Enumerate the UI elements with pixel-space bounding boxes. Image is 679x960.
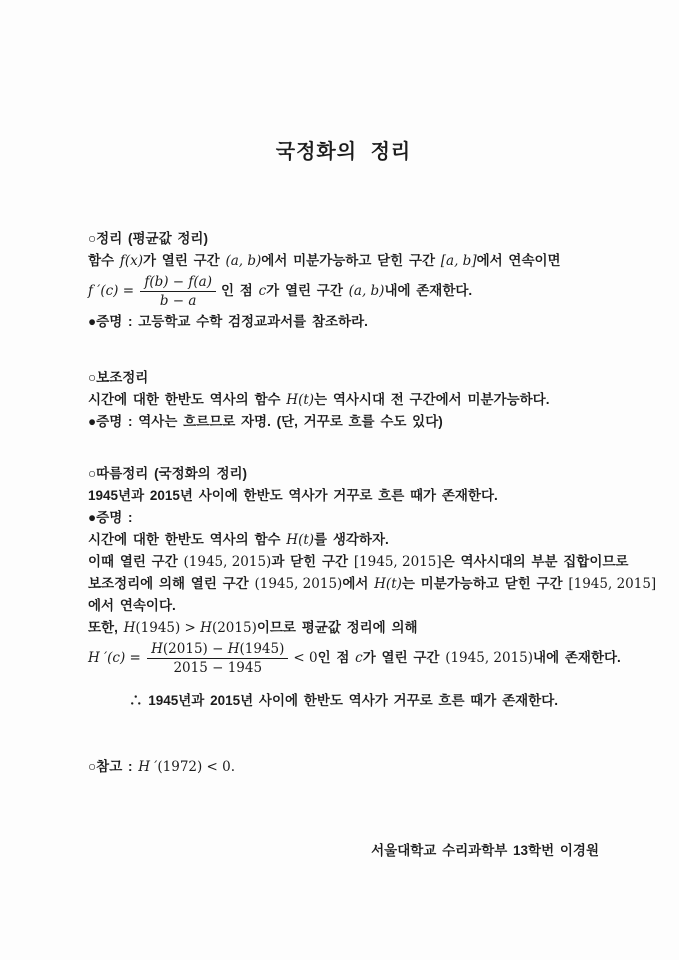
math-open-interval-years: (1945, 2015) bbox=[445, 650, 534, 667]
math-closed-interval-years: [1945, 2015] bbox=[353, 554, 442, 570]
math-1945: (1945) bbox=[239, 641, 285, 657]
lemma-heading: ○보조정리 bbox=[88, 370, 149, 385]
mvt-eq-text-1: 인 점 bbox=[221, 283, 259, 299]
math-H: H bbox=[227, 641, 240, 657]
fraction bbox=[147, 641, 288, 676]
math-H: H bbox=[200, 620, 212, 636]
math-H: H bbox=[123, 620, 136, 636]
corollary-para-5 bbox=[88, 617, 599, 639]
math-H-of-t: H(t) bbox=[286, 532, 315, 548]
math-c: c bbox=[258, 283, 267, 300]
cor-p1-text-1: 시간에 대한 한반도 역사의 함수 bbox=[88, 532, 287, 547]
corollary-para-2 bbox=[88, 551, 629, 573]
math-open-interval-ab: (a, b) bbox=[348, 283, 385, 300]
cor-p1-text-2: 를 생각하자. bbox=[314, 532, 389, 547]
fraction-numerator: f(b) − f(a) bbox=[140, 274, 216, 292]
mvt-hyp-text-4: 에서 연속이면 bbox=[476, 253, 561, 268]
cor-p2-text-1: 이때 열린 구간 bbox=[88, 554, 184, 569]
lemma-proof: ●증명 : 역사는 흐르므로 자명. (단, 거꾸로 흐를 수도 있다) bbox=[88, 414, 443, 429]
lemma-statement bbox=[88, 389, 599, 411]
mvt-hyp-text-2: 가 열린 구간 bbox=[143, 253, 226, 268]
lemma-text-1: 시간에 대한 한반도 역사의 함수 bbox=[88, 392, 287, 407]
corollary-conclusion: ∴ 1945년과 2015년 사이에 한반도 역사가 거꾸로 흐른 때가 존재한다. bbox=[128, 693, 558, 708]
corollary-proof-label: ●증명 : bbox=[88, 510, 133, 525]
page-title: 국정화의 정리 bbox=[275, 141, 412, 163]
cor-p5-text-2: 이므로 평균값 정리에 의해 bbox=[256, 620, 418, 635]
math-open-interval-years: (1945, 2015) bbox=[183, 554, 272, 570]
document-content bbox=[0, 140, 679, 862]
section-mean-value-theorem bbox=[88, 228, 599, 333]
cor-p5-text-1: 또한, bbox=[88, 620, 124, 635]
math-open-interval-years: (1945, 2015) bbox=[254, 576, 343, 592]
corollary-statement: 1945년과 2015년 사이에 한반도 역사가 거꾸로 흐른 때가 존재한다. bbox=[88, 488, 498, 503]
fraction bbox=[140, 274, 216, 309]
math-less-than-zero: < 0 bbox=[293, 650, 318, 667]
corollary-para-1 bbox=[88, 529, 599, 551]
lemma-text-2: 는 역사시대 전 구간에서 미분가능하다. bbox=[314, 392, 550, 407]
mvt-hypothesis bbox=[88, 250, 599, 272]
mvt-heading: ○정리 (평균값 정리) bbox=[88, 231, 208, 246]
math-closed-interval-ab: [a, b] bbox=[440, 253, 477, 269]
author-signature: 서울대학교 수리과학부 13학번 이경원 bbox=[371, 843, 599, 858]
cor-eq-text-2: 가 열린 구간 bbox=[362, 650, 446, 666]
mvt-proof: ●증명 : 고등학교 수학 검정교과서를 참조하라. bbox=[88, 314, 368, 329]
math-f-prime-lhs: f ′(c) = bbox=[88, 283, 139, 300]
section-corollary bbox=[88, 463, 657, 712]
cor-p3-text-2: 에서 bbox=[342, 576, 375, 591]
math-c: c bbox=[355, 650, 363, 667]
cor-eq-text-1: 인 점 bbox=[317, 650, 356, 666]
math-H-of-t: H(t) bbox=[286, 392, 315, 408]
corollary-para-4: 에서 연속이다. bbox=[88, 598, 176, 613]
reference-note bbox=[88, 756, 599, 778]
math-2015: (2015) bbox=[211, 620, 257, 636]
corollary-heading: ○따름정리 (국정화의 정리) bbox=[88, 466, 248, 481]
math-f-of-x: f(x) bbox=[119, 253, 143, 269]
fraction-denominator: b − a bbox=[159, 293, 197, 309]
cor-p2-text-2: 과 닫힌 구간 bbox=[271, 554, 354, 569]
mvt-hyp-text-3: 에서 미분가능하고 닫힌 구간 bbox=[261, 253, 441, 268]
corollary-para-3 bbox=[88, 573, 657, 595]
math-H-prime-lhs: H ′(c) = bbox=[88, 650, 146, 667]
math-1972-lt-zero: (1972) < 0. bbox=[157, 759, 236, 775]
fraction-denominator: 2015 − 1945 bbox=[173, 660, 263, 676]
cor-p3-text-3: 는 미분가능하고 닫힌 구간 bbox=[401, 576, 569, 591]
math-open-interval-ab: (a, b) bbox=[225, 253, 262, 269]
corollary-equation bbox=[88, 639, 621, 678]
section-lemma bbox=[88, 367, 599, 433]
math-H: H bbox=[151, 641, 163, 657]
math-H-of-t: H(t) bbox=[374, 576, 402, 592]
cor-p2-text-3: 은 역사시대의 부분 집합이므로 bbox=[441, 554, 629, 569]
math-H-prime: H ′ bbox=[138, 759, 158, 775]
fraction-numerator bbox=[147, 641, 288, 659]
cor-p3-text-1: 보조정리에 의해 열린 구간 bbox=[88, 576, 255, 591]
math-1945-gt: (1945) > bbox=[135, 620, 201, 636]
math-closed-interval-years: [1945, 2015] bbox=[568, 576, 657, 592]
note-label: ○참고 : bbox=[88, 759, 139, 774]
math-2015-minus: (2015) − bbox=[162, 641, 228, 657]
mvt-eq-text-2: 가 열린 구간 bbox=[266, 283, 349, 299]
mvt-eq-text-3: 내에 존재한다. bbox=[384, 283, 473, 299]
mvt-hyp-text-1: 함수 bbox=[88, 253, 120, 268]
mvt-equation bbox=[88, 272, 599, 311]
cor-eq-text-3: 내에 존재한다. bbox=[533, 650, 621, 666]
